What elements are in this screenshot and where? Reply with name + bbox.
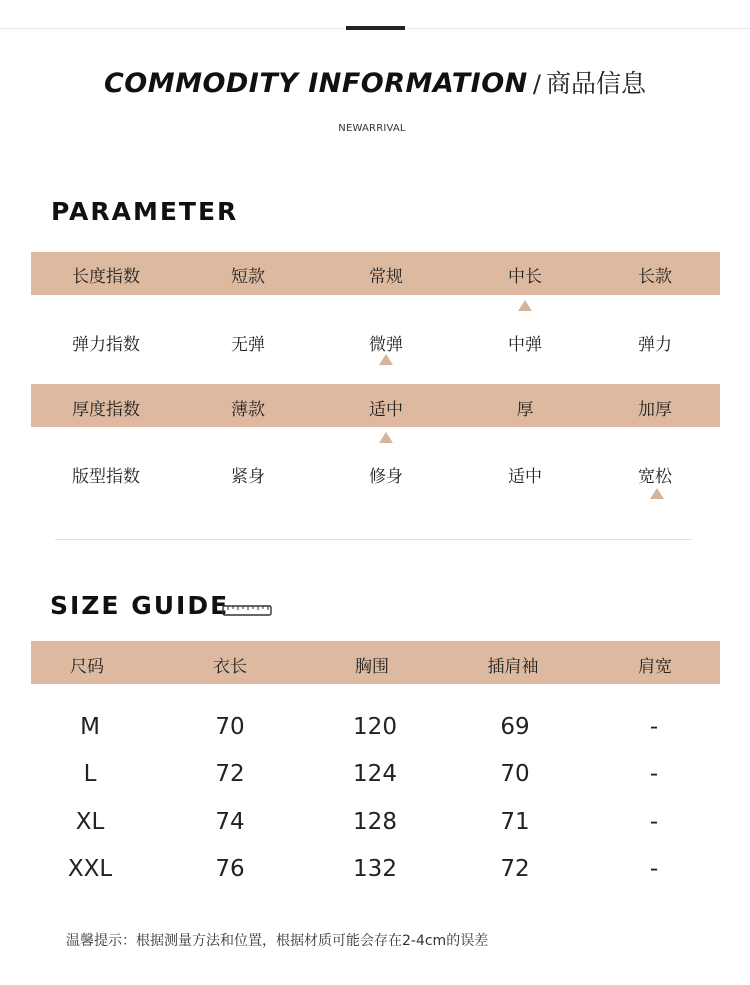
param-option: 修身 xyxy=(369,467,403,487)
page-title xyxy=(0,64,750,100)
size-cell: - xyxy=(649,856,659,882)
size-cell: 124 xyxy=(353,761,397,787)
size-col-header: 衣长 xyxy=(213,657,247,677)
param-option: 紧身 xyxy=(231,467,265,487)
selected-marker-triangle-icon xyxy=(379,432,393,443)
size-col-header: 胸围 xyxy=(355,657,389,677)
param-option: 厚 xyxy=(516,400,534,420)
size-cell: 120 xyxy=(353,714,397,740)
param-label-fit: 版型指数 xyxy=(72,467,140,487)
selected-marker-triangle-icon xyxy=(379,354,393,365)
section-divider xyxy=(55,539,692,540)
param-option: 长款 xyxy=(638,267,672,287)
size-cell: 70 xyxy=(500,761,530,787)
param-option: 无弹 xyxy=(231,335,265,355)
size-cell: 76 xyxy=(215,856,245,882)
size-cell: 71 xyxy=(500,809,530,835)
size-guide-title: SIZE GUIDE xyxy=(50,591,230,620)
size-cell: M xyxy=(80,714,100,740)
param-option: 弹力 xyxy=(638,335,672,355)
param-option: 常规 xyxy=(369,267,403,287)
size-cell: XL xyxy=(75,809,105,835)
size-col-header: 插肩袖 xyxy=(487,657,539,677)
selected-marker-triangle-icon xyxy=(518,300,532,311)
size-cell: 69 xyxy=(500,714,530,740)
size-col-header: 肩宽 xyxy=(638,657,672,677)
param-option: 适中 xyxy=(508,467,542,487)
parameter-title: PARAMETER xyxy=(51,197,239,226)
size-cell: 74 xyxy=(215,809,245,835)
param-label-elasticity: 弹力指数 xyxy=(72,335,140,355)
param-option: 短款 xyxy=(231,267,265,287)
param-option-selected: 适中 xyxy=(369,400,403,420)
size-cell: XXL xyxy=(67,856,113,882)
param-label-thickness: 厚度指数 xyxy=(72,400,140,420)
param-option-selected: 宽松 xyxy=(638,467,672,487)
size-cell: 132 xyxy=(353,856,397,882)
selected-marker-triangle-icon xyxy=(650,488,664,499)
size-cell: 128 xyxy=(353,809,397,835)
param-option-selected: 微弹 xyxy=(369,335,403,355)
size-cell: - xyxy=(649,761,659,787)
param-option: 加厚 xyxy=(638,400,672,420)
size-cell: 72 xyxy=(500,856,530,882)
size-cell: - xyxy=(649,714,659,740)
size-col-header: 尺码 xyxy=(70,657,104,677)
title-english: COMMODITY INFORMATION xyxy=(103,68,528,99)
title-chinese: 商品信息 xyxy=(546,69,647,98)
size-cell: 70 xyxy=(215,714,245,740)
size-cell: 72 xyxy=(215,761,245,787)
measurement-note: 温馨提示：根据测量方法和位置，根据材质可能会存在2-4cm的误差 xyxy=(66,933,489,949)
size-cell: - xyxy=(649,809,659,835)
title-separator: / xyxy=(532,70,541,98)
param-option-selected: 中长 xyxy=(508,267,542,287)
param-option: 中弹 xyxy=(508,335,542,355)
param-label-length: 长度指数 xyxy=(72,267,140,287)
header-accent-bar xyxy=(346,26,405,30)
size-cell: L xyxy=(83,761,97,787)
ruler-icon xyxy=(222,602,272,621)
param-option: 薄款 xyxy=(231,400,265,420)
subtitle: NEWARRIVAL xyxy=(338,123,406,134)
